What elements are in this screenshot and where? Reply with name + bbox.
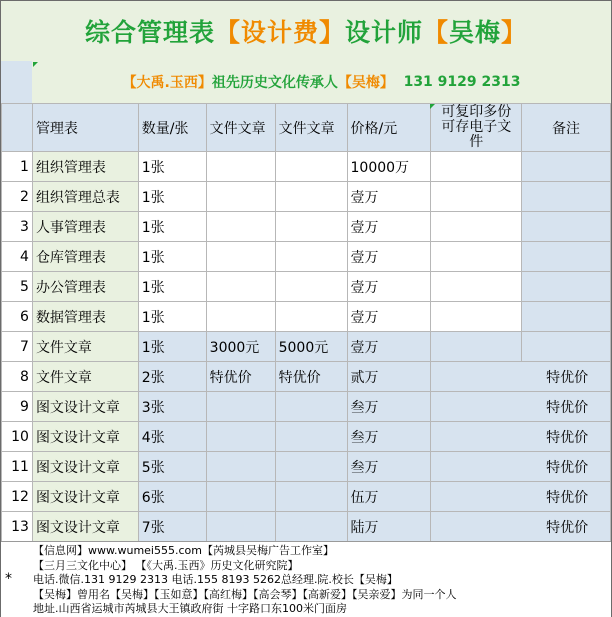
cell-item-name[interactable]: 文件文章 bbox=[32, 332, 138, 362]
cell-item-name[interactable]: 组织管理表 bbox=[32, 152, 138, 182]
cell-file-article-1[interactable]: 特优价 bbox=[206, 362, 275, 392]
footer-line: 地址.山西省运城市芮城县大王镇政府街 十字路口东100米门面房 bbox=[33, 602, 347, 615]
cell-price[interactable]: 叁万 bbox=[347, 452, 431, 482]
cell-file-article-2[interactable]: 特优价 bbox=[275, 362, 347, 392]
cell-file-article-2[interactable]: 5000元 bbox=[275, 332, 347, 362]
cell-quantity[interactable]: 1张 bbox=[138, 272, 206, 302]
subtitle: 【 大禹.玉西 】 祖先历史文化传承人 【 吴梅 】 131 9129 2313 bbox=[32, 61, 611, 103]
header-cell[interactable] bbox=[431, 104, 522, 152]
cell-file-article-1[interactable] bbox=[206, 302, 275, 332]
table-row bbox=[2, 212, 611, 242]
cell-price[interactable]: 叁万 bbox=[347, 392, 431, 422]
cell-item-name[interactable]: 数据管理表 bbox=[32, 302, 138, 332]
cell-note[interactable] bbox=[522, 212, 611, 242]
cell-price[interactable]: 10000万 bbox=[347, 152, 431, 182]
cell-copy[interactable] bbox=[431, 212, 522, 242]
cell-quantity[interactable]: 2张 bbox=[138, 362, 206, 392]
cell-file-article-2[interactable] bbox=[275, 392, 347, 422]
cell-item-name[interactable]: 图文设计文章 bbox=[32, 482, 138, 512]
cell-file-article-1[interactable] bbox=[206, 212, 275, 242]
title-banner bbox=[1, 1, 611, 62]
table-row bbox=[2, 452, 611, 482]
cell-item-name[interactable]: 仓库管理表 bbox=[32, 242, 138, 272]
cell-quantity[interactable]: 6张 bbox=[138, 482, 206, 512]
row-number[interactable]: 10 bbox=[2, 422, 33, 452]
row-number[interactable]: 7 bbox=[2, 332, 33, 362]
cell-item-name[interactable]: 组织管理总表 bbox=[32, 182, 138, 212]
management-table bbox=[1, 103, 611, 542]
cell-price[interactable]: 叁万 bbox=[347, 422, 431, 452]
header-line: 可存电子文件 bbox=[441, 119, 512, 150]
cell-copy[interactable] bbox=[431, 302, 522, 332]
cell-file-article-1[interactable] bbox=[206, 272, 275, 302]
cell-quantity[interactable]: 1张 bbox=[138, 212, 206, 242]
cell-quantity[interactable]: 1张 bbox=[138, 302, 206, 332]
cell-price[interactable]: 壹万 bbox=[347, 182, 431, 212]
cell-file-article-2[interactable] bbox=[275, 302, 347, 332]
cell-file-article-1[interactable] bbox=[206, 512, 275, 542]
table-header-row bbox=[2, 104, 611, 152]
cell-file-article-1[interactable] bbox=[206, 242, 275, 272]
row-number[interactable]: 9 bbox=[2, 392, 33, 422]
cell-price[interactable]: 陆万 bbox=[347, 512, 431, 542]
cell-item-name[interactable]: 办公管理表 bbox=[32, 272, 138, 302]
table-row bbox=[2, 482, 611, 512]
cell-file-article-2[interactable] bbox=[275, 212, 347, 242]
cell-price[interactable]: 壹万 bbox=[347, 242, 431, 272]
cell-copy[interactable] bbox=[431, 272, 522, 302]
header-line: 可复印多份 bbox=[441, 104, 512, 120]
header-cell[interactable]: 备注 bbox=[522, 104, 611, 152]
cell-file-article-1[interactable] bbox=[206, 452, 275, 482]
row-gutter bbox=[1, 61, 33, 103]
cell-file-article-2[interactable] bbox=[275, 182, 347, 212]
cell-file-article-1[interactable] bbox=[206, 482, 275, 512]
header-cell[interactable]: 文件文章 bbox=[275, 104, 347, 152]
cell-quantity[interactable]: 5张 bbox=[138, 452, 206, 482]
cell-item-name[interactable]: 图文设计文章 bbox=[32, 452, 138, 482]
cell-file-article-2[interactable] bbox=[275, 272, 347, 302]
cell-copy[interactable] bbox=[431, 182, 522, 212]
page-title: 综合管理表【设计费】设计师【吴梅】 bbox=[84, 18, 528, 47]
table-row bbox=[2, 512, 611, 542]
header-cell[interactable]: 价格/元 bbox=[347, 104, 431, 152]
cell-price[interactable]: 壹万 bbox=[347, 332, 431, 362]
footer-line: 电话.微信.131 9129 2313 电话.155 8193 5262总经理.院.校长【吴梅】 bbox=[33, 573, 398, 586]
cell-file-article-1[interactable] bbox=[206, 182, 275, 212]
cell-file-article-1[interactable] bbox=[206, 152, 275, 182]
cell-note[interactable]: 特优价 bbox=[431, 452, 611, 482]
cell-note[interactable]: 特优价 bbox=[431, 512, 611, 542]
cell-price[interactable]: 壹万 bbox=[347, 212, 431, 242]
cell-file-article-2[interactable] bbox=[275, 242, 347, 272]
cell-note[interactable] bbox=[522, 182, 611, 212]
row-number[interactable]: 11 bbox=[2, 452, 33, 482]
cell-note[interactable]: 特优价 bbox=[431, 392, 611, 422]
cell-item-name[interactable]: 图文设计文章 bbox=[32, 512, 138, 542]
cell-file-article-1[interactable]: 3000元 bbox=[206, 332, 275, 362]
row-number[interactable]: 12 bbox=[2, 482, 33, 512]
table-row bbox=[2, 242, 611, 272]
cell-comment-marker bbox=[33, 62, 38, 67]
table-row bbox=[2, 392, 611, 422]
cell-price[interactable]: 壹万 bbox=[347, 302, 431, 332]
footer-star: * bbox=[5, 571, 12, 587]
row-number[interactable]: 2 bbox=[2, 182, 33, 212]
cell-quantity[interactable]: 3张 bbox=[138, 392, 206, 422]
footer-line: 【吴梅】曾用名【吴梅】【玉如意】【高红梅】【高会琴】【高新爱】【吴亲爱】为同一个人 bbox=[33, 587, 457, 601]
cell-file-article-2[interactable] bbox=[275, 422, 347, 452]
row-number[interactable]: 5 bbox=[2, 272, 33, 302]
header-cell[interactable]: 管理表 bbox=[32, 104, 138, 152]
cell-price[interactable]: 贰万 bbox=[347, 362, 431, 392]
subtitle-row bbox=[1, 61, 611, 103]
cell-note[interactable]: 特优价 bbox=[431, 362, 611, 392]
cell-note[interactable] bbox=[522, 302, 611, 332]
cell-item-name[interactable]: 文件文章 bbox=[32, 362, 138, 392]
header-cell[interactable]: 数量/张 bbox=[138, 104, 206, 152]
table-row bbox=[2, 182, 611, 212]
header-corner bbox=[2, 104, 33, 152]
row-number[interactable]: 8 bbox=[2, 362, 33, 392]
cell-quantity[interactable]: 1张 bbox=[138, 152, 206, 182]
cell-copy[interactable] bbox=[431, 152, 522, 182]
cell-quantity[interactable]: 1张 bbox=[138, 242, 206, 272]
cell-file-article-2[interactable] bbox=[275, 452, 347, 482]
cell-note[interactable]: 特优价 bbox=[431, 422, 611, 452]
cell-file-article-1[interactable] bbox=[206, 392, 275, 422]
row-number[interactable]: 4 bbox=[2, 242, 33, 272]
row-number[interactable]: 1 bbox=[2, 152, 33, 182]
row-number[interactable]: 3 bbox=[2, 212, 33, 242]
cell-note[interactable] bbox=[522, 332, 611, 362]
cell-copy[interactable] bbox=[431, 332, 522, 362]
table-row bbox=[2, 302, 611, 332]
cell-item-name[interactable]: 人事管理表 bbox=[32, 212, 138, 242]
table-row bbox=[2, 332, 611, 362]
table-row bbox=[2, 362, 611, 392]
table-row bbox=[2, 272, 611, 302]
row-number[interactable]: 13 bbox=[2, 512, 33, 542]
cell-price[interactable]: 壹万 bbox=[347, 272, 431, 302]
cell-note[interactable] bbox=[522, 242, 611, 272]
footer-lines bbox=[33, 544, 457, 617]
cell-item-name[interactable]: 图文设计文章 bbox=[32, 392, 138, 422]
cell-copy[interactable] bbox=[431, 242, 522, 272]
row-number[interactable]: 6 bbox=[2, 302, 33, 332]
cell-comment-marker bbox=[430, 104, 435, 109]
cell-file-article-2[interactable] bbox=[275, 482, 347, 512]
cell-item-name[interactable]: 图文设计文章 bbox=[32, 422, 138, 452]
cell-note[interactable] bbox=[522, 272, 611, 302]
cell-note[interactable] bbox=[522, 152, 611, 182]
cell-quantity[interactable]: 1张 bbox=[138, 182, 206, 212]
header-cell[interactable]: 文件文章 bbox=[206, 104, 275, 152]
cell-file-article-1[interactable] bbox=[206, 422, 275, 452]
cell-file-article-2[interactable] bbox=[275, 512, 347, 542]
cell-price[interactable]: 伍万 bbox=[347, 482, 431, 512]
table-row bbox=[2, 152, 611, 182]
cell-quantity[interactable]: 7张 bbox=[138, 512, 206, 542]
footer-info bbox=[1, 541, 611, 617]
footer-line: 【三月三文化中心】 【《大禹.玉西》历史文化研究院】 bbox=[33, 558, 299, 572]
cell-quantity[interactable]: 1张 bbox=[138, 332, 206, 362]
cell-quantity[interactable]: 4张 bbox=[138, 422, 206, 452]
footer-line: 【信息网】www.wumei555.com【芮城县吴梅广告工作室】 bbox=[33, 544, 334, 557]
cell-note[interactable]: 特优价 bbox=[431, 482, 611, 512]
table-row bbox=[2, 422, 611, 452]
cell-file-article-2[interactable] bbox=[275, 152, 347, 182]
